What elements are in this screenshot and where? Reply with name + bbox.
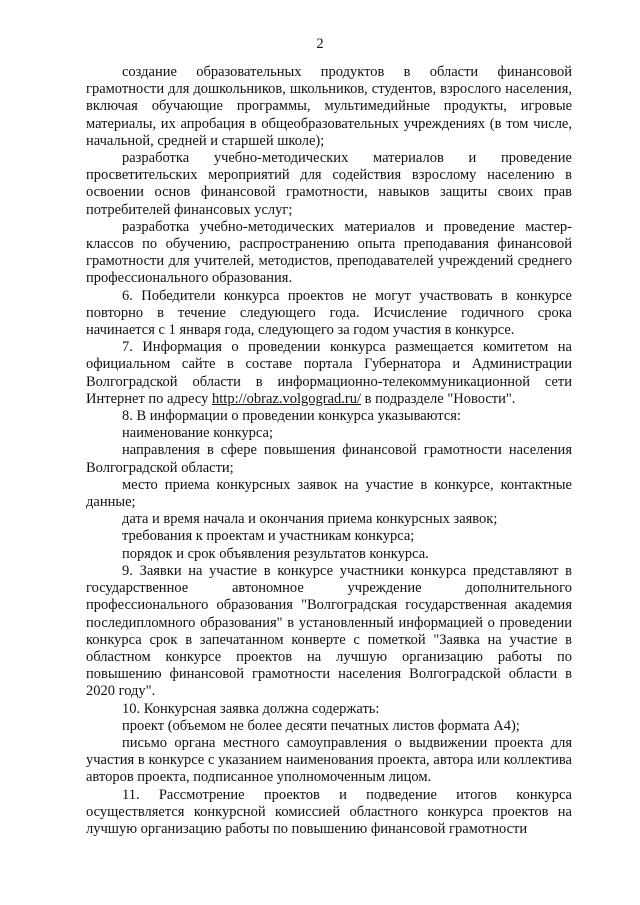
paragraph-6-winners: 6. Победители конкурса проектов не могут участвовать в конкурсе повторно в течение следующего года. Исчисление годичного срока начинается с 1 января года, следующего за годом участия в конкурсе. <box>86 287 572 339</box>
paragraph-11-review: 11. Рассмотрение проектов и подведение итогов конкурса осуществляется конкурсной комиссией областного конкурса проектов на лучшую организацию работы по повышению финансовой грамотности <box>86 786 572 837</box>
paragraph-7-text: 7. Информация о проведении конкурса размещается комитетом на официальном сайте в составе портала Губернатора и Администрации Волгоградской области в информационно-телекоммуникационной сети Интернет по адресу <box>86 339 572 407</box>
paragraph-10-header: 10. Конкурсная заявка должна содержать: <box>122 700 380 717</box>
website-link[interactable]: http://obraz.volgograd.ru/ <box>212 390 362 407</box>
paragraph-7-info <box>86 339 572 408</box>
list-item-requirements: требования к проектам и участникам конкурса; <box>122 528 415 545</box>
paragraph-7-tail: в подразделе "Новости". <box>361 390 516 407</box>
paragraph-9-applications: 9. Заявки на участие в конкурсе участники конкурса представляют в государственное автономное учреждение дополнительного профессионального образования "Волгоградская государственная академия последипломного образования" в установленный информацией о проведении конкурса срок в запечатанном конверте с пометкой "Заявка на участие в областном конкурсе проектов на лучшую организацию работы по повышению финансовой грамотности населения Волгоградской области в 2020 году". <box>86 562 572 700</box>
paragraph-products: создание образовательных продуктов в области финансовой грамотности для дошкольников, школьников, студентов, взрослого населения, включая обучающие программы, мультимедийные продукты, игровые материалы, их апробация в общеобразовательных учреждениях (в том числе, начальной, средней и старшей школе); <box>86 64 572 149</box>
paragraph-adult-education: разработка учебно-методических материалов и проведение просветительских мероприятий для содействия взрослому населению в освоении основ финансовой грамотности, навыков защиты своих прав потребителей финансовых услуг; <box>86 150 572 218</box>
list-item-project: проект (объемом не более десяти печатных листов формата А4); <box>122 717 520 734</box>
list-item-contest-name: наименование конкурса; <box>122 425 273 442</box>
paragraph-master-classes: разработка учебно-методических материалов и проведение мастер-классов по обучению, распространению опыта преподавания финансовой грамотности для учителей, методистов, преподавателей учреждений среднего профессионального образования. <box>86 218 572 287</box>
list-item-letter: письмо органа местного самоуправления о выдвижении проекта для участия в конкурсе с указанием наименования проекта, автора или коллектива авторов проекта, подписанное уполномоченным лицом. <box>86 734 572 786</box>
list-item-place: место приема конкурсных заявок на участие в конкурсе, контактные данные; <box>86 476 572 511</box>
list-item-results: порядок и срок объявления результатов конкурса. <box>122 545 429 562</box>
paragraph-8-header: 8. В информации о проведении конкурса указываются: <box>122 408 461 425</box>
page-number: 2 <box>316 36 324 52</box>
document-body <box>86 64 572 838</box>
list-item-dates: дата и время начала и окончания приема конкурсных заявок; <box>122 511 498 528</box>
list-item-directions: направления в сфере повышения финансовой грамотности населения Волгоградской области; <box>86 442 572 476</box>
